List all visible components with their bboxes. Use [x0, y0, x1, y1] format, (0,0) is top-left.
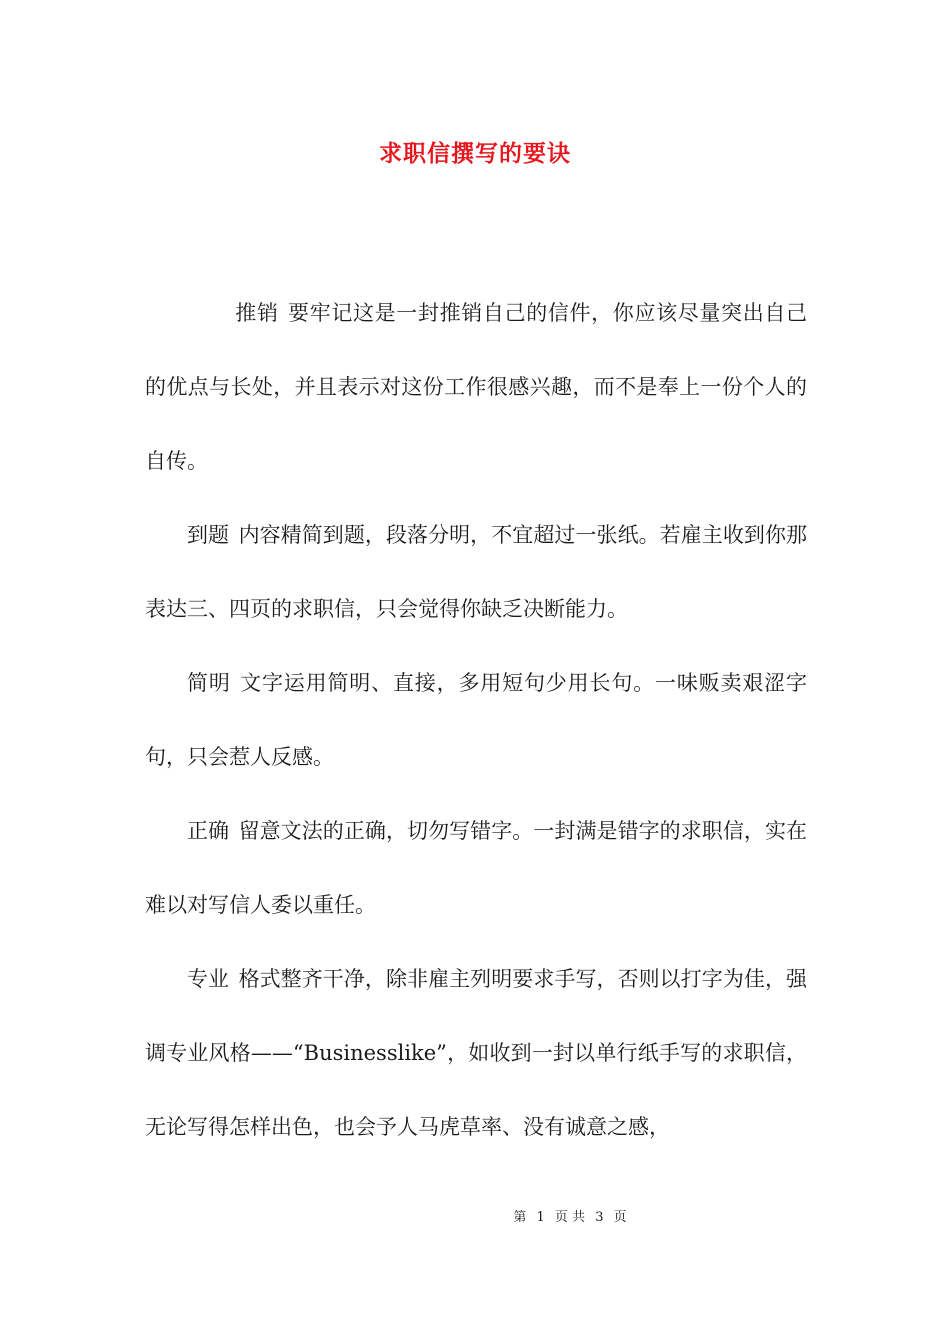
paragraph-text: 文字运用简明、直接，多用短句少用长句。一味贩卖艰涩字句，只会惹人反感。 [145, 671, 807, 769]
paragraph-text: 格式整齐干净，除非雇主列明要求手写，否则以打字为佳，强调专业风格——“Businesslike”，如收到一封以单行纸手写的求职信，无论写得怎样出色，也会予人马虎草率、没有诚意之感， [145, 967, 808, 1139]
paragraph-lead: 推销 [235, 301, 279, 325]
paragraph-text: 内容精简到题，段落分明，不宜超过一张纸。若雇主收到你那表达三、四页的求职信，只会觉得你缺乏决断能力。 [145, 523, 808, 621]
document-body [145, 276, 807, 1164]
paragraph-lead: 到题 [187, 523, 230, 547]
paragraph-lead: 简明 [187, 671, 231, 695]
paragraph-jianming [145, 646, 807, 794]
footer-middle: 页 共 [554, 1210, 586, 1225]
paragraph-text: 要牢记这是一封推销自己的信件，你应该尽量突出自己的优点与长处，并且表示对这份工作很感兴趣，而不是奉上一份个人的自传。 [145, 301, 808, 473]
paragraph-zhengque [145, 794, 807, 942]
paragraph-dаoti [145, 498, 807, 646]
paragraph-tuixiao [145, 276, 807, 498]
footer-total-pages: 3 [595, 1210, 604, 1225]
paragraph-zhuanye [145, 942, 807, 1164]
paragraph-text: 留意文法的正确，切勿写错字。一封满是错字的求职信，实在难以对写信人委以重任。 [145, 819, 808, 917]
page-footer [0, 1208, 950, 1228]
paragraph-lead: 正确 [187, 819, 230, 843]
footer-suffix: 页 [613, 1210, 627, 1225]
footer-prefix: 第 [513, 1210, 527, 1225]
paragraph-lead: 专业 [187, 967, 230, 991]
footer-current-page: 1 [536, 1210, 545, 1225]
document-title: 求职信撰写的要诀 [379, 140, 571, 167]
